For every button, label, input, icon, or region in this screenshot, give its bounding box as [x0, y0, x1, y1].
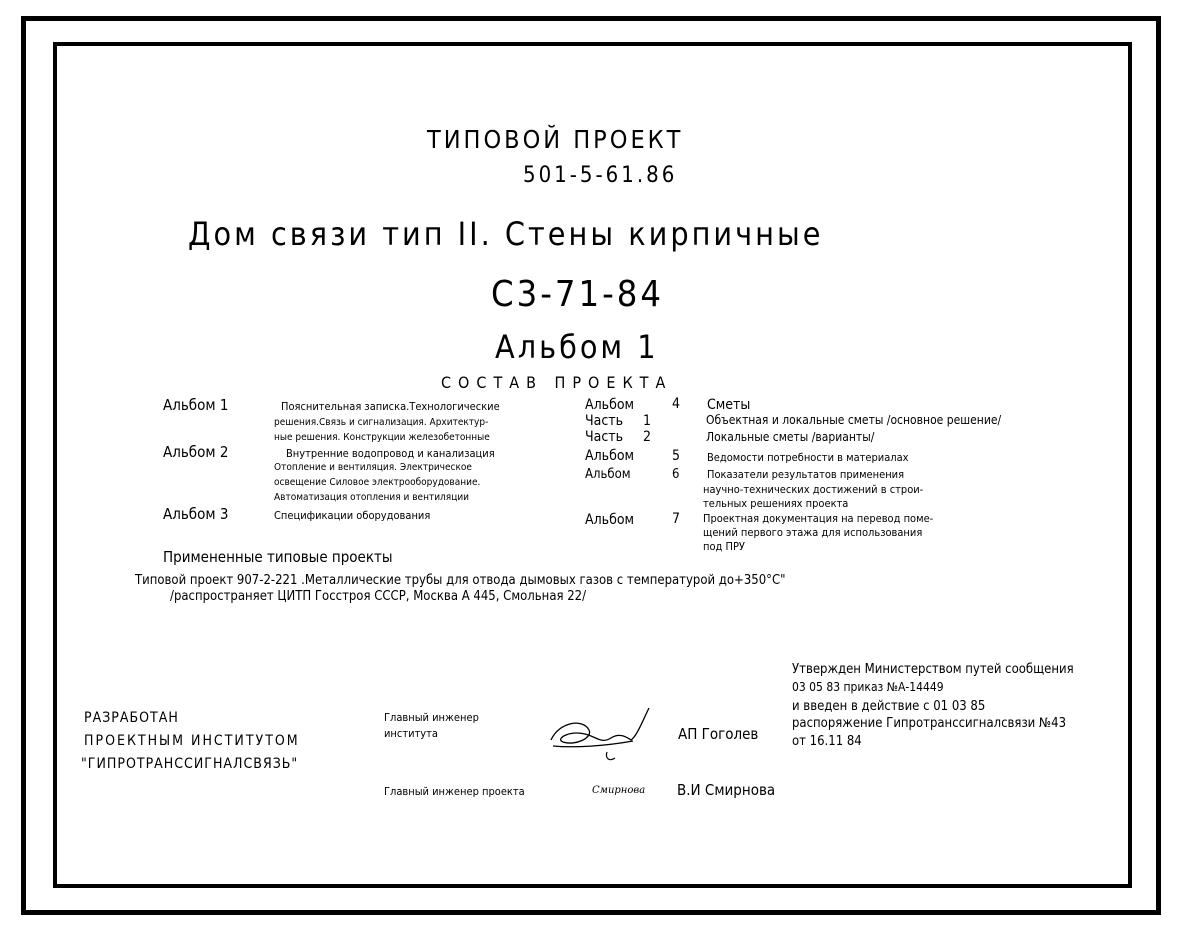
part-1-label: Часть [585, 413, 624, 429]
album-4-label: Альбом [585, 397, 635, 413]
album-7-label: Альбом [585, 512, 635, 528]
applied-projects-line-2: /распространяет ЦИТП Госстроя СССР, Москва А 445, Смольная 22/ [170, 589, 587, 604]
album-1-label: Альбом 1 [163, 396, 229, 414]
album-6-line-1: Показатели результатов применения [707, 468, 905, 481]
project-number: 501-5-61.86 [523, 163, 678, 188]
album-2-line-4: Автоматизация отопления и вентиляции [274, 492, 470, 503]
document-code: С3-71-84 [491, 274, 665, 315]
developer-line-3: "ГИПРОТРАНССИГНАЛСВЯЗЬ" [81, 756, 299, 772]
album-2-line-3: освещение Силовое электрооборудование. [274, 477, 481, 488]
developer-line-1: РАЗРАБОТАН [84, 710, 179, 726]
part-1-line-1: Объектная и локальные сметы /основное решение/ [706, 413, 1002, 427]
album-1-line-3: ные решения. Конструкции железобетонные [274, 432, 490, 443]
part-2-line-1: Локальные сметы /варианты/ [706, 430, 875, 444]
applied-projects-line-1: Типовой проект 907-2-221 .Металлические трубы для отвода дымовых газов с температурой до+350°С" [135, 573, 786, 588]
album-6-label: Альбом [585, 467, 631, 482]
album-5-line-1: Ведомости потребности в материалах [707, 451, 909, 464]
album-7-line-3: под ПРУ [703, 540, 745, 553]
album-4-num: 4 [672, 396, 681, 412]
album-6-num: 6 [672, 467, 680, 482]
chief-project-signature: Смирнова [592, 785, 646, 796]
album-7-num: 7 [672, 511, 681, 527]
approval-line-1: Утвержден Министерством путей сообщения [792, 662, 1074, 677]
album-5-num: 5 [672, 448, 681, 464]
album-4-line-1: Сметы [707, 397, 751, 413]
document-title: Дом связи тип II. Стены кирпичные [188, 215, 824, 253]
chief-institute-name: АП Гоголев [678, 725, 759, 743]
album-3-line-1: Спецификации оборудования [274, 509, 431, 522]
album-6-line-3: тельных решениях проекта [703, 497, 849, 510]
developer-line-2: ПРОЕКТНЫМ ИНСТИТУТОМ [84, 733, 300, 749]
chief-institute-signature [545, 700, 665, 765]
album-7-line-1: Проектная документация на перевод поме- [703, 512, 934, 525]
part-2-label: Часть [585, 429, 624, 445]
album-6-line-2: научно-технических достижений в строи- [703, 483, 924, 496]
type-project-label: ТИПОВОЙ ПРОЕКТ [427, 125, 684, 154]
chief-project-name: В.И Смирнова [677, 781, 776, 799]
album-1-line-1: Пояснительная записка.Технологические [281, 400, 500, 413]
approval-line-4: распоряжение Гипротранссигналсвязи №43 [792, 716, 1067, 731]
part-2-num: 2 [643, 429, 652, 445]
album-2-line-2: Отопление и вентиляция. Электрическое [274, 462, 472, 473]
album-5-label: Альбом [585, 448, 635, 464]
album-2-label: Альбом 2 [163, 443, 229, 461]
approval-line-5: от 16.11 84 [792, 734, 862, 749]
approval-line-3: и введен в действие с 01 03 85 [792, 699, 986, 714]
chief-project-label: Главный инженер проекта [384, 785, 525, 798]
chief-institute-label-2: института [384, 727, 438, 740]
album-2-line-1: Внутренние водопровод и канализация [286, 447, 495, 460]
chief-institute-label-1: Главный инженер [384, 711, 479, 724]
part-1-num: 1 [643, 413, 652, 429]
composition-heading: СОСТАВ ПРОЕКТА [441, 373, 673, 392]
applied-projects-heading: Примененные типовые проекты [163, 548, 393, 566]
album-title: Альбом 1 [495, 328, 659, 366]
album-3-label: Альбом 3 [163, 505, 229, 523]
album-7-line-2: щений первого этажа для использования [703, 526, 923, 539]
approval-line-2: 03 05 83 приказ №А-14449 [792, 680, 944, 694]
album-1-line-2: решения.Связь и сигнализация. Архитектур- [274, 417, 489, 428]
